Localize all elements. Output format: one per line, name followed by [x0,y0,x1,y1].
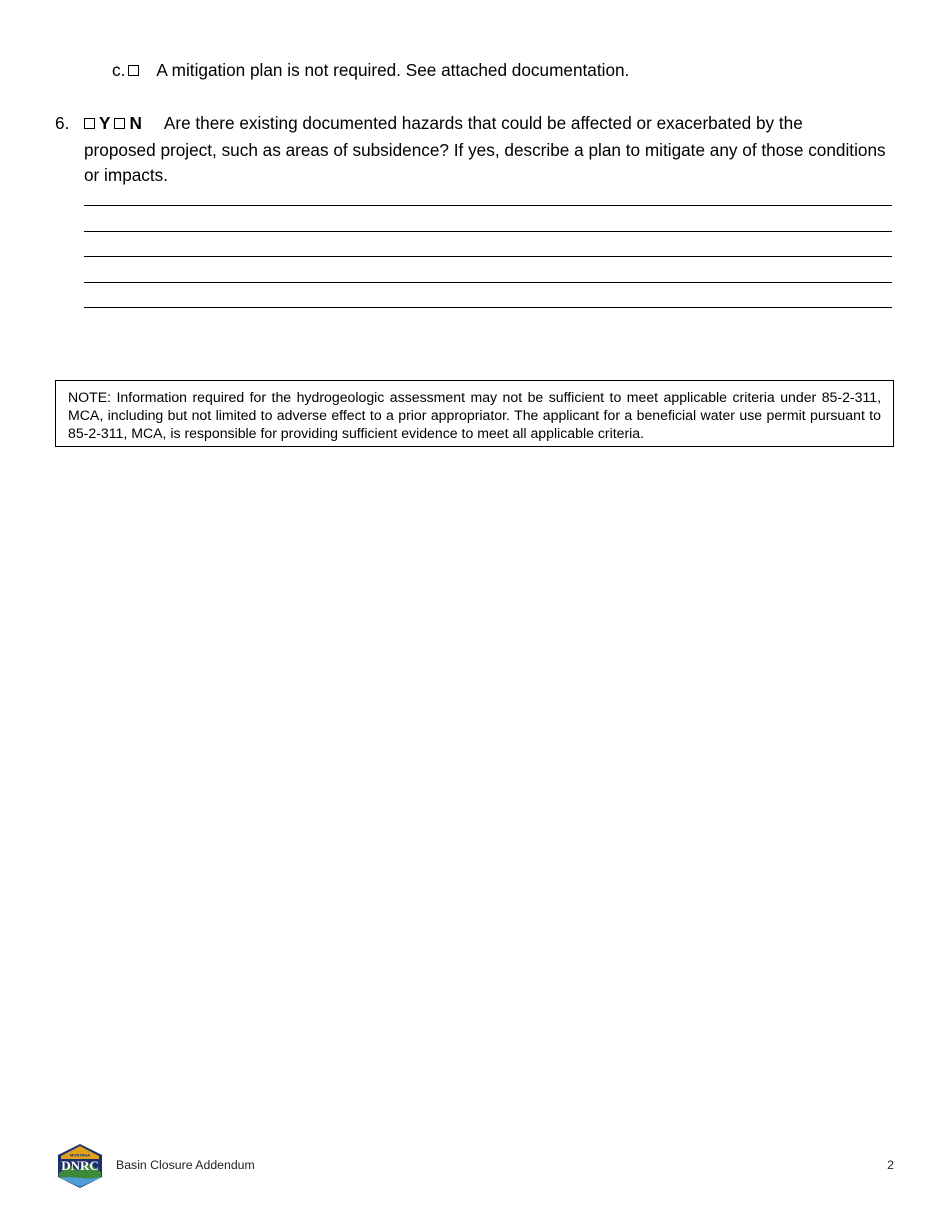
logo-small-text: MONTANA [69,1152,91,1158]
footer-title: Basin Closure Addendum [116,1158,255,1172]
item-c-checkbox[interactable] [128,65,139,76]
question-6-text-rest: proposed project, such as areas of subsidence? If yes, describe a plan to mitigate any of those conditions or impacts. [84,139,886,185]
dnrc-logo [56,1143,104,1189]
question-6 [84,112,894,189]
note-box [55,380,894,447]
page-number: 2 [887,1158,894,1172]
question-6-first-line [84,112,894,138]
answer-line[interactable] [84,283,892,309]
answer-line[interactable] [84,232,892,258]
note-text: NOTE: Information required for the hydrogeologic assessment may not be sufficient to meet applicable criteria under 85-2-311, MCA, including but not limited to adverse effect to a prior appropriator. The applicant for a beneficial water use permit pursuant to 85-2-311, MCA, is responsible for providing sufficient evidence to meet all applicable criteria. [68,389,881,441]
answer-line[interactable] [84,206,892,232]
question-6-text-line1: Are there existing documented hazards that could be affected or exacerbated by the [163,113,803,133]
item-c-text: A mitigation plan is not required. See attached documentation. [156,60,630,80]
no-label: N [129,113,142,133]
answer-lines[interactable] [84,205,892,308]
yes-label: Y [99,113,111,133]
logo-text: DNRC [61,1158,99,1173]
logo-river [60,1177,100,1187]
no-checkbox[interactable] [114,118,125,129]
answer-line[interactable] [84,257,892,283]
item-c-label: c. [112,60,126,80]
question-6-number: 6. [55,113,70,133]
yes-checkbox[interactable] [84,118,95,129]
item-c [112,59,629,81]
